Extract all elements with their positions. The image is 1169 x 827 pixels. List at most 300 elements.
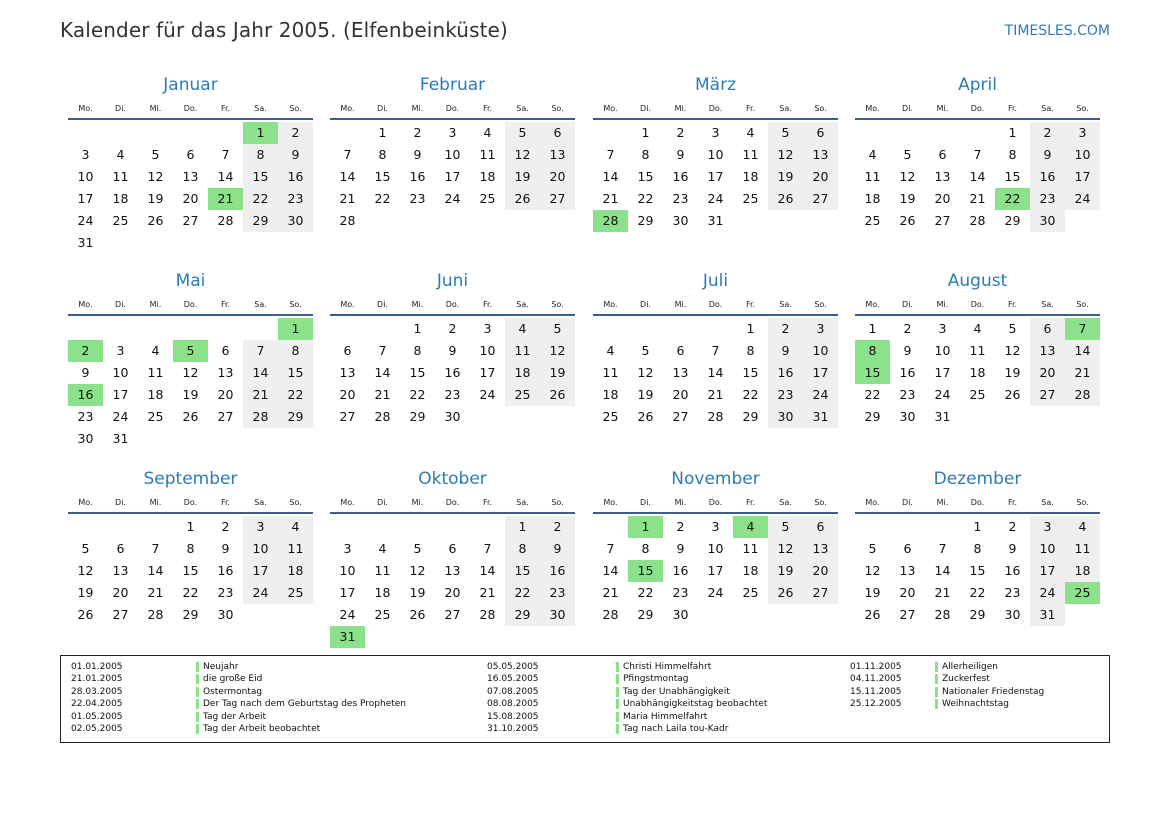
month-divider bbox=[330, 118, 575, 120]
day-cell: 27 bbox=[803, 582, 838, 604]
day-cell: 2 bbox=[221, 519, 230, 534]
day-cell: 19 bbox=[77, 585, 94, 600]
day-cell: 26 bbox=[768, 188, 803, 210]
day-cell: 5 bbox=[505, 122, 540, 144]
legend-date: 28.03.2005 bbox=[71, 686, 123, 697]
day-cell: 15 bbox=[1004, 169, 1021, 184]
day-cell: 1 bbox=[1008, 125, 1017, 140]
day-cell: 4 bbox=[278, 516, 313, 538]
month-divider bbox=[330, 512, 575, 514]
day-cell: 2 bbox=[1030, 122, 1065, 144]
legend-date: 21.01.2005 bbox=[71, 674, 123, 685]
day-cell: 9 bbox=[676, 147, 685, 162]
weekday-label: So. bbox=[551, 498, 564, 507]
day-cell: 13 bbox=[339, 365, 356, 380]
day-cell: 5 bbox=[1008, 321, 1017, 336]
day-cell: 12 bbox=[637, 365, 654, 380]
day-cell: 23 bbox=[672, 191, 689, 206]
day-cell: 7 bbox=[221, 147, 230, 162]
day-cell: 17 bbox=[707, 563, 724, 578]
day-cell: 27 bbox=[217, 409, 234, 424]
day-cell: 8 bbox=[505, 538, 540, 560]
day-cell: 31 bbox=[707, 213, 724, 228]
day-cell: 4 bbox=[116, 147, 125, 162]
day-cell: 23 bbox=[1004, 585, 1021, 600]
day-cell: 22 bbox=[409, 387, 426, 402]
day-cell: 30 bbox=[672, 213, 689, 228]
day-cell: 24 bbox=[243, 582, 278, 604]
legend-date: 01.11.2005 bbox=[850, 662, 902, 672]
weekday-label: Fr. bbox=[1007, 300, 1018, 309]
day-cell: 2 bbox=[903, 321, 912, 336]
weekday-label: Do. bbox=[183, 300, 198, 309]
month-name: Januar bbox=[163, 75, 218, 95]
day-cell: 29 bbox=[742, 409, 759, 424]
day-cell: 8 bbox=[746, 343, 755, 358]
day-cell: 2 bbox=[278, 122, 313, 144]
weekday-label: Fr. bbox=[745, 300, 756, 309]
day-cell: 13 bbox=[1030, 340, 1065, 362]
holiday-marker bbox=[196, 662, 199, 672]
holiday-marker bbox=[196, 699, 199, 709]
day-cell: 23 bbox=[1030, 188, 1065, 210]
weekday-label: So. bbox=[814, 300, 827, 309]
day-cell: 7 bbox=[151, 541, 160, 556]
legend-holiday-name: Pfingstmontag bbox=[623, 674, 689, 685]
holiday-marker bbox=[616, 699, 619, 709]
day-cell: 12 bbox=[768, 538, 803, 560]
day-cell: 14 bbox=[217, 169, 234, 184]
holiday-day-cell: 2 bbox=[68, 340, 103, 362]
day-cell: 31 bbox=[1030, 604, 1065, 626]
day-cell: 17 bbox=[803, 362, 838, 384]
day-cell: 15 bbox=[278, 362, 313, 384]
weekday-label: Mo. bbox=[78, 300, 93, 309]
legend-date: 08.08.2005 bbox=[487, 699, 539, 710]
day-cell: 1 bbox=[378, 125, 387, 140]
day-cell: 17 bbox=[1030, 560, 1065, 582]
month-block bbox=[593, 271, 838, 461]
day-cell: 4 bbox=[505, 318, 540, 340]
day-cell: 30 bbox=[768, 406, 803, 428]
month-name: April bbox=[958, 75, 997, 95]
day-cell: 6 bbox=[221, 343, 230, 358]
legend-holiday-name: Allerheiligen bbox=[942, 662, 998, 672]
day-cell: 29 bbox=[278, 406, 313, 428]
day-cell: 22 bbox=[182, 585, 199, 600]
day-cell: 30 bbox=[540, 604, 575, 626]
month-block bbox=[593, 75, 838, 265]
holiday-day-cell: 16 bbox=[68, 384, 103, 406]
day-cell: 16 bbox=[672, 169, 689, 184]
weekday-label: Fr. bbox=[220, 498, 231, 507]
day-cell: 13 bbox=[672, 365, 689, 380]
day-cell: 20 bbox=[182, 191, 199, 206]
month-name: März bbox=[695, 75, 736, 95]
weekday-label: So. bbox=[289, 498, 302, 507]
day-cell: 12 bbox=[147, 169, 164, 184]
day-cell: 29 bbox=[243, 210, 278, 232]
weekday-label: Do. bbox=[183, 104, 198, 113]
day-cell: 24 bbox=[934, 387, 951, 402]
day-cell: 11 bbox=[505, 340, 540, 362]
day-cell: 7 bbox=[606, 541, 615, 556]
day-cell: 28 bbox=[969, 213, 986, 228]
day-cell: 15 bbox=[969, 563, 986, 578]
weekday-label: Do. bbox=[708, 104, 723, 113]
day-cell: 28 bbox=[934, 607, 951, 622]
day-cell: 30 bbox=[444, 409, 461, 424]
holiday-marker bbox=[935, 699, 938, 709]
day-cell: 29 bbox=[864, 409, 881, 424]
day-cell: 22 bbox=[278, 384, 313, 406]
day-cell: 17 bbox=[112, 387, 129, 402]
weekday-label: Sa. bbox=[779, 498, 792, 507]
day-cell: 28 bbox=[602, 607, 619, 622]
day-cell: 6 bbox=[803, 122, 838, 144]
day-cell: 16 bbox=[899, 365, 916, 380]
day-cell: 5 bbox=[768, 516, 803, 538]
weekday-label: So. bbox=[814, 104, 827, 113]
weekday-label: Sa. bbox=[254, 498, 267, 507]
month-name: Februar bbox=[419, 75, 486, 95]
day-cell: 17 bbox=[444, 169, 461, 184]
day-cell: 20 bbox=[899, 585, 916, 600]
day-cell: 3 bbox=[1065, 122, 1100, 144]
day-cell: 21 bbox=[934, 585, 951, 600]
day-cell: 5 bbox=[641, 343, 650, 358]
day-cell: 15 bbox=[374, 169, 391, 184]
weekday-label: Fr. bbox=[1007, 104, 1018, 113]
day-cell: 25 bbox=[112, 213, 129, 228]
holiday-marker bbox=[196, 674, 199, 684]
day-cell: 21 bbox=[602, 585, 619, 600]
day-cell: 8 bbox=[641, 147, 650, 162]
day-cell: 18 bbox=[374, 585, 391, 600]
month-name: Mai bbox=[175, 271, 206, 291]
legend-date: 04.11.2005 bbox=[850, 674, 902, 685]
day-cell: 20 bbox=[339, 387, 356, 402]
day-cell: 25 bbox=[505, 384, 540, 406]
day-cell: 10 bbox=[803, 340, 838, 362]
day-cell: 28 bbox=[374, 409, 391, 424]
day-cell: 11 bbox=[112, 169, 129, 184]
day-cell: 26 bbox=[899, 213, 916, 228]
weekday-label: Mi. bbox=[936, 300, 949, 309]
day-cell: 10 bbox=[1065, 144, 1100, 166]
day-cell: 30 bbox=[672, 607, 689, 622]
legend-holiday-name: Tag nach Laila tou-Kadr bbox=[623, 723, 729, 734]
day-cell: 19 bbox=[864, 585, 881, 600]
month-name: Dezember bbox=[933, 469, 1022, 489]
weekday-label: So. bbox=[551, 104, 564, 113]
legend-holiday-name: Maria Himmelfahrt bbox=[623, 711, 708, 722]
day-cell: 14 bbox=[707, 365, 724, 380]
day-cell: 3 bbox=[803, 318, 838, 340]
day-cell: 5 bbox=[81, 541, 90, 556]
weekday-label: Mi. bbox=[149, 498, 162, 507]
day-cell: 23 bbox=[444, 387, 461, 402]
day-cell: 4 bbox=[973, 321, 982, 336]
holiday-day-cell: 4 bbox=[733, 516, 768, 538]
day-cell: 2 bbox=[676, 125, 685, 140]
day-cell: 28 bbox=[479, 607, 496, 622]
day-cell: 24 bbox=[707, 585, 724, 600]
day-cell: 17 bbox=[243, 560, 278, 582]
day-cell: 20 bbox=[112, 585, 129, 600]
weekday-label: So. bbox=[1076, 498, 1089, 507]
holiday-marker bbox=[935, 687, 938, 697]
day-cell: 6 bbox=[903, 541, 912, 556]
day-cell: 30 bbox=[217, 607, 234, 622]
month-divider bbox=[855, 118, 1100, 120]
day-cell: 3 bbox=[243, 516, 278, 538]
day-cell: 26 bbox=[147, 213, 164, 228]
day-cell: 14 bbox=[339, 169, 356, 184]
day-cell: 27 bbox=[540, 188, 575, 210]
day-cell: 13 bbox=[182, 169, 199, 184]
day-cell: 21 bbox=[374, 387, 391, 402]
day-cell: 27 bbox=[339, 409, 356, 424]
weekday-label: Mo. bbox=[865, 104, 880, 113]
weekday-label: Mi. bbox=[674, 104, 687, 113]
day-cell: 10 bbox=[934, 343, 951, 358]
weekday-label: Mi. bbox=[674, 498, 687, 507]
day-cell: 17 bbox=[339, 585, 356, 600]
day-cell: 13 bbox=[217, 365, 234, 380]
day-cell: 16 bbox=[540, 560, 575, 582]
day-cell: 21 bbox=[479, 585, 496, 600]
day-cell: 30 bbox=[899, 409, 916, 424]
day-cell: 24 bbox=[77, 213, 94, 228]
day-cell: 14 bbox=[602, 563, 619, 578]
day-cell: 30 bbox=[1030, 210, 1065, 232]
day-cell: 24 bbox=[339, 607, 356, 622]
day-cell: 8 bbox=[243, 144, 278, 166]
day-cell: 19 bbox=[768, 560, 803, 582]
weekday-label: Di. bbox=[377, 104, 388, 113]
weekday-label: Mo. bbox=[865, 300, 880, 309]
day-cell: 5 bbox=[151, 147, 160, 162]
day-cell: 27 bbox=[444, 607, 461, 622]
weekday-label: Di. bbox=[902, 300, 913, 309]
day-cell: 9 bbox=[1030, 144, 1065, 166]
legend-date: 15.08.2005 bbox=[487, 711, 539, 722]
day-cell: 28 bbox=[147, 607, 164, 622]
weekday-label: So. bbox=[551, 300, 564, 309]
month-name: November bbox=[671, 469, 760, 489]
day-cell: 7 bbox=[343, 147, 352, 162]
day-cell: 19 bbox=[540, 362, 575, 384]
day-cell: 19 bbox=[899, 191, 916, 206]
day-cell: 14 bbox=[602, 169, 619, 184]
day-cell: 8 bbox=[973, 541, 982, 556]
day-cell: 22 bbox=[505, 582, 540, 604]
day-cell: 3 bbox=[1030, 516, 1065, 538]
weekday-label: Sa. bbox=[1041, 104, 1054, 113]
month-block bbox=[855, 469, 1100, 659]
day-cell: 18 bbox=[864, 191, 881, 206]
day-cell: 21 bbox=[147, 585, 164, 600]
day-cell: 6 bbox=[116, 541, 125, 556]
legend-date: 31.10.2005 bbox=[487, 723, 539, 734]
day-cell: 17 bbox=[1065, 166, 1100, 188]
weekday-label: Mi. bbox=[674, 300, 687, 309]
day-cell: 16 bbox=[278, 166, 313, 188]
day-cell: 10 bbox=[707, 541, 724, 556]
month-divider bbox=[593, 512, 838, 514]
day-cell: 16 bbox=[409, 169, 426, 184]
weekday-label: Sa. bbox=[516, 300, 529, 309]
day-cell: 13 bbox=[803, 144, 838, 166]
day-cell: 6 bbox=[676, 343, 685, 358]
day-cell: 23 bbox=[540, 582, 575, 604]
weekday-label: Sa. bbox=[254, 300, 267, 309]
month-name: Oktober bbox=[418, 469, 487, 489]
day-cell: 8 bbox=[278, 340, 313, 362]
day-cell: 26 bbox=[637, 409, 654, 424]
day-cell: 8 bbox=[641, 541, 650, 556]
day-cell: 3 bbox=[483, 321, 492, 336]
weekday-label: Fr. bbox=[482, 498, 493, 507]
day-cell: 11 bbox=[969, 343, 986, 358]
day-cell: 13 bbox=[112, 563, 129, 578]
day-cell: 4 bbox=[606, 343, 615, 358]
weekday-label: Mi. bbox=[936, 104, 949, 113]
day-cell: 9 bbox=[768, 340, 803, 362]
day-cell: 29 bbox=[969, 607, 986, 622]
day-cell: 18 bbox=[479, 169, 496, 184]
day-cell: 25 bbox=[147, 409, 164, 424]
day-cell: 18 bbox=[147, 387, 164, 402]
month-block bbox=[855, 75, 1100, 265]
holiday-legend bbox=[60, 655, 1110, 743]
day-cell: 9 bbox=[1008, 541, 1017, 556]
legend-holiday-name: die große Eid bbox=[203, 674, 263, 685]
month-block bbox=[330, 469, 575, 659]
weekday-label: So. bbox=[1076, 300, 1089, 309]
day-cell: 23 bbox=[409, 191, 426, 206]
day-cell: 26 bbox=[409, 607, 426, 622]
day-cell: 16 bbox=[768, 362, 803, 384]
weekday-label: Sa. bbox=[1041, 300, 1054, 309]
day-cell: 4 bbox=[151, 343, 160, 358]
day-cell: 12 bbox=[1004, 343, 1021, 358]
day-cell: 14 bbox=[934, 563, 951, 578]
day-cell: 13 bbox=[540, 144, 575, 166]
day-cell: 12 bbox=[899, 169, 916, 184]
day-cell: 7 bbox=[973, 147, 982, 162]
day-cell: 8 bbox=[378, 147, 387, 162]
day-cell: 30 bbox=[278, 210, 313, 232]
day-cell: 27 bbox=[1030, 384, 1065, 406]
day-cell: 23 bbox=[899, 387, 916, 402]
day-cell: 6 bbox=[540, 122, 575, 144]
day-cell: 31 bbox=[112, 431, 129, 446]
holiday-day-cell: 22 bbox=[995, 188, 1030, 210]
day-cell: 7 bbox=[711, 343, 720, 358]
weekday-label: Fr. bbox=[482, 104, 493, 113]
day-cell: 23 bbox=[278, 188, 313, 210]
weekday-label: So. bbox=[289, 300, 302, 309]
brand-link[interactable]: TIMESLES.COM bbox=[1004, 23, 1110, 39]
legend-date: 22.04.2005 bbox=[71, 699, 123, 710]
day-cell: 25 bbox=[374, 607, 391, 622]
month-name: Juli bbox=[702, 271, 729, 291]
holiday-day-cell: 8 bbox=[855, 340, 890, 362]
day-cell: 15 bbox=[637, 169, 654, 184]
day-cell: 11 bbox=[602, 365, 619, 380]
holiday-marker bbox=[196, 687, 199, 697]
day-cell: 18 bbox=[742, 169, 759, 184]
day-cell: 29 bbox=[409, 409, 426, 424]
weekday-label: Fr. bbox=[220, 300, 231, 309]
day-cell: 27 bbox=[803, 188, 838, 210]
day-cell: 1 bbox=[505, 516, 540, 538]
month-block bbox=[68, 469, 313, 659]
holiday-marker bbox=[616, 674, 619, 684]
weekday-label: Mi. bbox=[411, 300, 424, 309]
month-block bbox=[68, 271, 313, 461]
legend-holiday-name: Zuckerfest bbox=[942, 674, 990, 685]
weekday-label: Fr. bbox=[1007, 498, 1018, 507]
day-cell: 20 bbox=[1030, 362, 1065, 384]
day-cell: 10 bbox=[77, 169, 94, 184]
day-cell: 19 bbox=[147, 191, 164, 206]
legend-date: 05.05.2005 bbox=[487, 662, 539, 672]
day-cell: 25 bbox=[864, 213, 881, 228]
holiday-day-cell: 15 bbox=[628, 560, 663, 582]
day-cell: 12 bbox=[409, 563, 426, 578]
day-cell: 1 bbox=[868, 321, 877, 336]
day-cell: 26 bbox=[77, 607, 94, 622]
day-cell: 19 bbox=[768, 166, 803, 188]
weekday-label: Fr. bbox=[745, 104, 756, 113]
legend-date: 01.05.2005 bbox=[71, 711, 123, 722]
weekday-label: Sa. bbox=[254, 104, 267, 113]
day-cell: 24 bbox=[112, 409, 129, 424]
day-cell: 3 bbox=[711, 125, 720, 140]
month-block bbox=[855, 271, 1100, 461]
day-cell: 1 bbox=[641, 125, 650, 140]
day-cell: 10 bbox=[339, 563, 356, 578]
holiday-marker bbox=[616, 724, 619, 734]
month-divider bbox=[855, 512, 1100, 514]
day-cell: 3 bbox=[343, 541, 352, 556]
month-divider bbox=[855, 314, 1100, 316]
day-cell: 25 bbox=[602, 409, 619, 424]
holiday-day-cell: 5 bbox=[173, 340, 208, 362]
weekday-label: Sa. bbox=[516, 104, 529, 113]
day-cell: 26 bbox=[1004, 387, 1021, 402]
day-cell: 16 bbox=[1004, 563, 1021, 578]
day-cell: 1 bbox=[413, 321, 422, 336]
day-cell: 20 bbox=[803, 166, 838, 188]
legend-holiday-name: Neujahr bbox=[203, 662, 239, 672]
day-cell: 16 bbox=[672, 563, 689, 578]
weekday-label: Di. bbox=[640, 300, 651, 309]
day-cell: 24 bbox=[1030, 582, 1065, 604]
day-cell: 19 bbox=[637, 387, 654, 402]
day-cell: 14 bbox=[479, 563, 496, 578]
day-cell: 10 bbox=[707, 147, 724, 162]
day-cell: 28 bbox=[339, 213, 356, 228]
day-cell: 5 bbox=[868, 541, 877, 556]
day-cell: 9 bbox=[903, 343, 912, 358]
legend-holiday-name: Der Tag nach dem Geburtstag des Propheten bbox=[203, 699, 407, 710]
weekday-label: Mi. bbox=[936, 498, 949, 507]
day-cell: 18 bbox=[278, 560, 313, 582]
